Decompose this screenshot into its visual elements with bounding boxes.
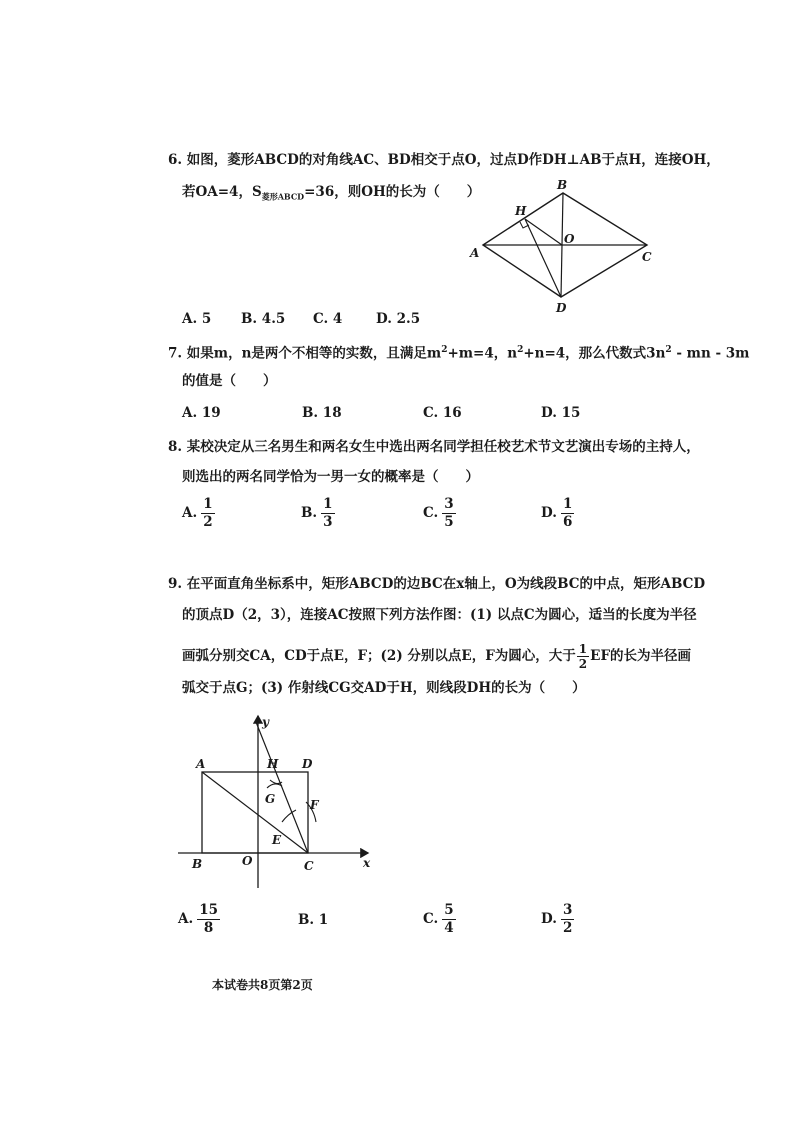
- label-h: H: [267, 757, 279, 771]
- label-c: C: [642, 250, 652, 264]
- page-footer: 本试卷共8页第2页: [212, 978, 313, 992]
- label-d: D: [556, 301, 567, 315]
- q8-option-c[interactable]: C. $\frac{3}{5}$: [423, 496, 454, 530]
- q9-coordinate-diagram: [170, 710, 385, 890]
- label-f: F: [310, 798, 319, 812]
- q6-option-d[interactable]: D. 2.5: [376, 311, 421, 327]
- label-c: C: [304, 859, 314, 873]
- q8-option-d[interactable]: D. $\frac{1}{6}$: [541, 496, 573, 530]
- q9-line2: 的顶点D（2，3），连接AC按照下列方法作图：(1) 以点C为圆心，适当的长度为半径: [182, 607, 697, 623]
- label-h: H: [515, 204, 527, 218]
- q8-line2: 则选出的两名同学恰为一男一女的概率是（ ）: [182, 469, 479, 485]
- label-a: A: [196, 757, 206, 771]
- q9-option-c[interactable]: C. $\frac{5}{4}$: [423, 902, 454, 936]
- label-e: E: [272, 833, 282, 847]
- q6-rhombus-diagram: [465, 175, 665, 320]
- q6-option-a[interactable]: A. 5: [182, 311, 212, 327]
- arc-g-1: [267, 784, 282, 788]
- label-b: B: [557, 178, 568, 192]
- q8-option-a[interactable]: A. $\frac{1}{2}$: [182, 496, 213, 530]
- label-b: B: [192, 857, 203, 871]
- q6-line1: 6. 如图，菱形ABCD的对角线AC、BD相交于点O，过点D作DH⊥AB于点H，连接OH，: [168, 152, 720, 168]
- label-o: O: [564, 232, 575, 246]
- q7-option-d[interactable]: D. 15: [541, 405, 581, 421]
- q7-line1: 7. 如果m，n是两个不相等的实数，且满足$m^2+m=4$，$n^2+n=4$，那么代数式$3n^2$ - mn - 3m: [168, 345, 750, 362]
- q9-line3: 画弧分别交CA，CD于点E，F；(2) 分别以点E，F为圆心，大于 $\frac{1}{2}$ EF的长为半径画: [182, 642, 692, 671]
- q6-option-b[interactable]: B. 4.5: [241, 311, 286, 327]
- q7-option-b[interactable]: B. 18: [302, 405, 342, 421]
- label-d: D: [302, 757, 313, 771]
- q7-option-c[interactable]: C. 16: [423, 405, 462, 421]
- q8-option-b[interactable]: B. $\frac{1}{3}$: [301, 496, 333, 530]
- q6-line2: 若OA=4，$S_{菱形ABCD}=36$，则OH的长为（ ）: [182, 184, 481, 202]
- label-o: O: [242, 854, 253, 868]
- q9-line1: 9. 在平面直角坐标系中，矩形ABCD的边BC在x轴上，O为线段BC的中点，矩形ABCD: [168, 576, 706, 592]
- label-x: x: [363, 856, 371, 870]
- q9-option-d[interactable]: D. $\frac{3}{2}$: [541, 902, 573, 936]
- q8-line1: 8. 某校决定从三名男生和两名女生中选出两名同学担任校艺术节文艺演出专场的主持人，: [168, 439, 700, 455]
- q7-option-a[interactable]: A. 19: [182, 405, 221, 421]
- label-g: G: [265, 792, 276, 806]
- q9-line4: 弧交于点G；(3) 作射线CG交AD于H，则线段DH的长为（ ）: [182, 680, 586, 696]
- label-a: A: [470, 246, 480, 260]
- label-y: y: [262, 715, 269, 729]
- q7-line2: 的值是（ ）: [182, 373, 277, 389]
- q9-option-a[interactable]: A. $\frac{15}{8}$: [178, 902, 218, 936]
- q6-option-c[interactable]: C. 4: [313, 311, 343, 327]
- q9-option-b[interactable]: B. 1: [298, 912, 329, 928]
